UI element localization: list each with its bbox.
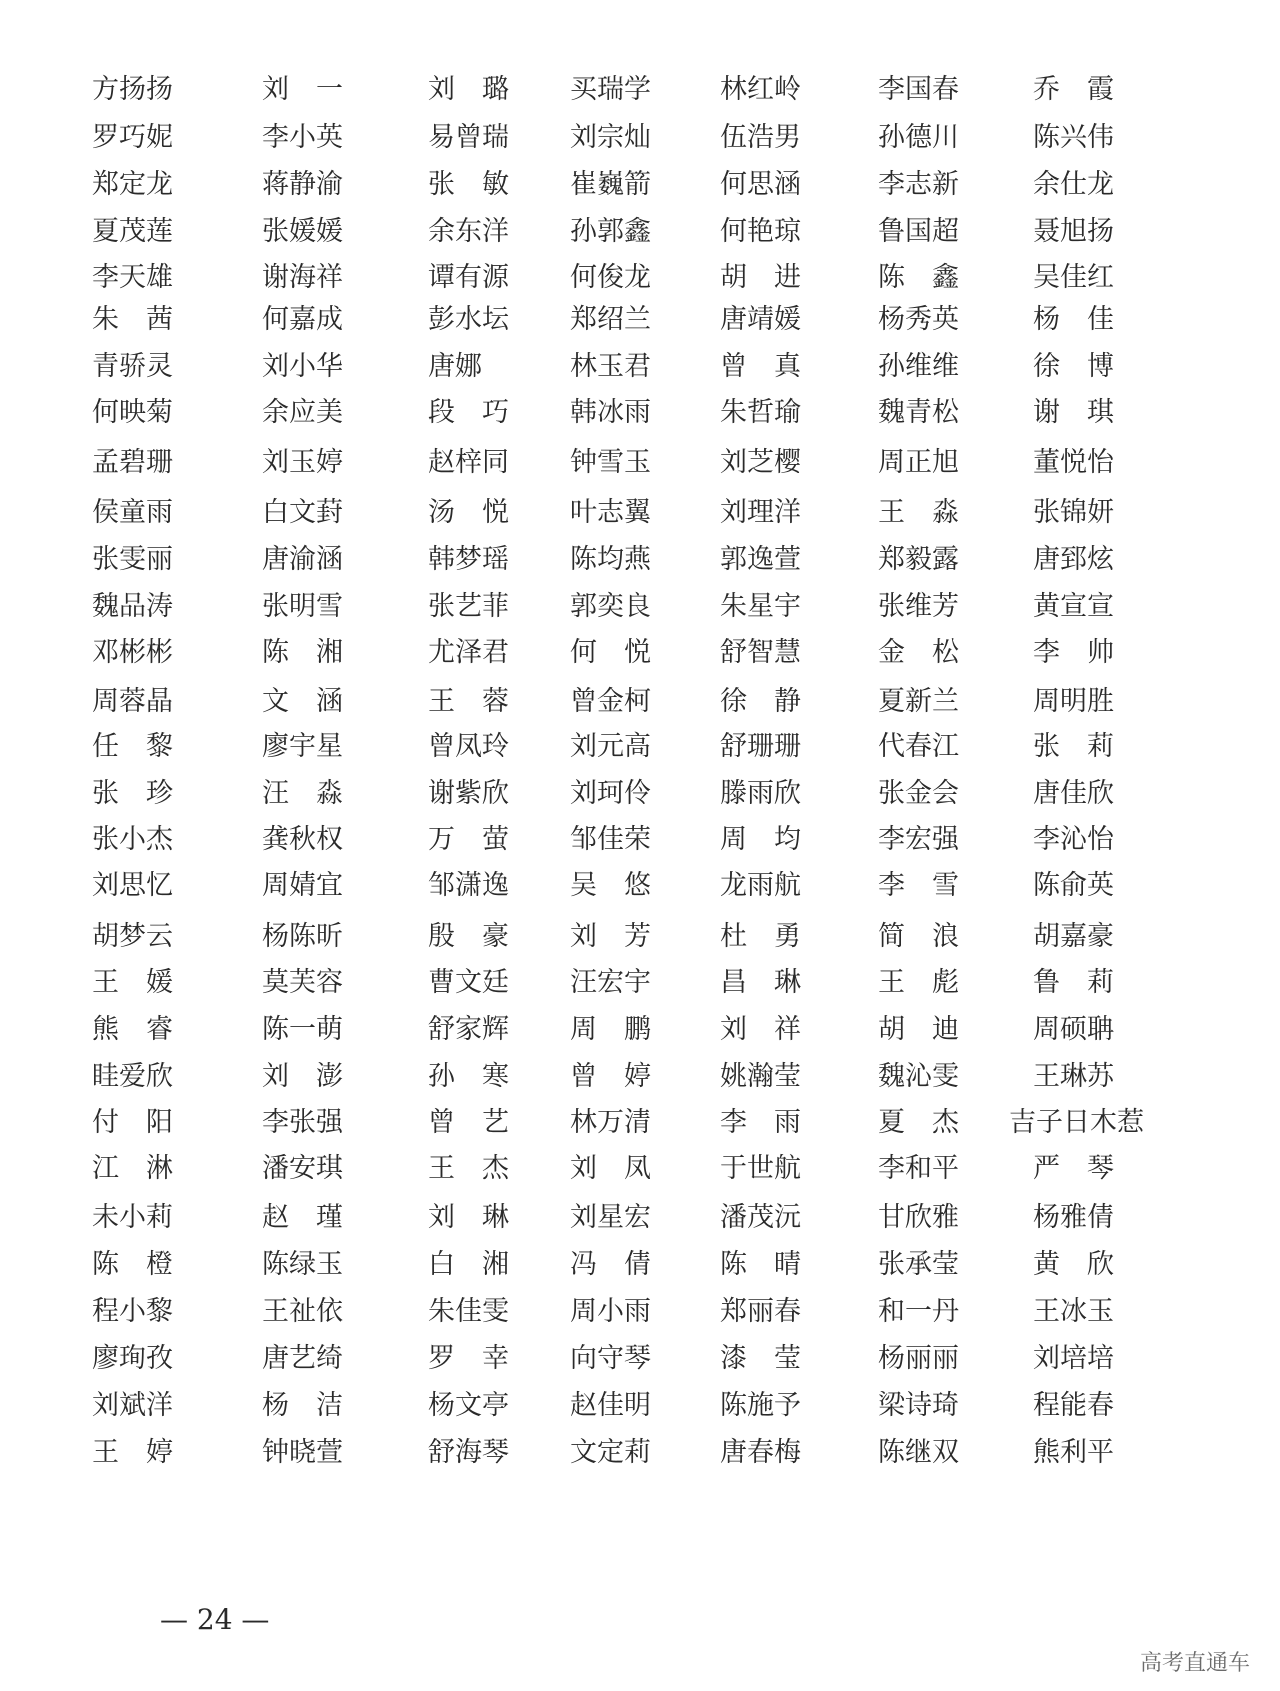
name-cell: 胡梦云 [92, 921, 173, 952]
name-cell: 李国春 [878, 74, 959, 105]
name-cell: 周蓉晶 [92, 686, 173, 717]
name-row [0, 443, 1280, 483]
name-cell: 张金会 [878, 778, 959, 809]
name-cell: 周婧宜 [262, 870, 343, 901]
name-cell: 郑丽春 [720, 1296, 801, 1327]
name-cell: 韩冰雨 [570, 397, 651, 428]
name-cell: 潘安琪 [262, 1153, 343, 1184]
name-row [0, 774, 1280, 814]
name-cell: 蒋静渝 [262, 169, 343, 200]
name-cell: 刘 祥 [720, 1014, 801, 1045]
name-cell: 周硕聃 [1033, 1014, 1114, 1045]
name-cell: 陈 橙 [92, 1249, 173, 1280]
name-cell: 郑毅露 [878, 544, 959, 575]
name-cell: 张艺菲 [428, 591, 509, 622]
name-cell: 郑绍兰 [570, 304, 651, 335]
name-row [0, 820, 1280, 860]
name-cell: 邹佳荣 [570, 824, 651, 855]
name-cell: 王 媛 [92, 967, 173, 998]
name-cell: 吴佳红 [1033, 262, 1114, 293]
name-cell: 胡 进 [720, 262, 801, 293]
name-row [0, 118, 1280, 158]
name-cell: 曹文廷 [428, 967, 509, 998]
name-cell: 徐 静 [720, 686, 801, 717]
name-cell: 陈均燕 [570, 544, 651, 575]
name-cell: 孟碧珊 [92, 447, 173, 478]
name-cell: 李小英 [262, 122, 343, 153]
name-cell: 易曾瑞 [428, 122, 509, 153]
name-row [0, 1433, 1280, 1473]
name-cell: 董悦怡 [1033, 447, 1114, 478]
name-cell: 余东洋 [428, 216, 509, 247]
name-cell: 买瑞学 [570, 74, 651, 105]
name-cell: 唐佳欣 [1033, 778, 1114, 809]
name-cell: 孙维维 [878, 351, 959, 382]
page-number: — 24 — [160, 1603, 270, 1636]
name-cell: 金 松 [878, 637, 959, 668]
name-cell: 李宏强 [878, 824, 959, 855]
name-cell: 杨雅倩 [1033, 1202, 1114, 1233]
name-cell: 刘元高 [570, 731, 651, 762]
name-cell: 林红岭 [720, 74, 801, 105]
name-cell: 尤泽君 [428, 637, 509, 668]
name-cell: 邓彬彬 [92, 637, 173, 668]
name-row [0, 1292, 1280, 1332]
name-cell: 林玉君 [570, 351, 651, 382]
name-cell: 孙德川 [878, 122, 959, 153]
name-cell: 方扬扬 [92, 74, 173, 105]
name-cell: 段 巧 [428, 397, 509, 428]
name-row [0, 1149, 1280, 1189]
name-cell: 刘玉婷 [262, 447, 343, 478]
name-cell: 杨陈昕 [262, 921, 343, 952]
name-row [0, 1057, 1280, 1097]
name-cell: 谢紫欣 [428, 778, 509, 809]
name-cell: 陈 湘 [262, 637, 343, 668]
name-cell: 陈兴伟 [1033, 122, 1114, 153]
name-cell: 李 帅 [1033, 637, 1114, 668]
name-cell: 白文葑 [262, 497, 343, 528]
name-cell: 李和平 [878, 1153, 959, 1184]
name-row [0, 493, 1280, 533]
name-cell: 江 淋 [92, 1153, 173, 1184]
name-cell: 郑定龙 [92, 169, 173, 200]
name-row [0, 212, 1280, 252]
name-cell: 舒珊珊 [720, 731, 801, 762]
name-cell: 白 湘 [428, 1249, 509, 1280]
name-cell: 汪 淼 [262, 778, 343, 809]
name-cell: 刘小华 [262, 351, 343, 382]
name-row [0, 300, 1280, 340]
name-cell: 胡 迪 [878, 1014, 959, 1045]
name-cell: 崔巍箭 [570, 169, 651, 200]
name-cell: 朱哲瑜 [720, 397, 801, 428]
name-row [0, 587, 1280, 627]
name-cell: 刘培培 [1033, 1343, 1114, 1374]
name-cell: 龙雨航 [720, 870, 801, 901]
name-row [0, 540, 1280, 580]
name-cell: 何艳琼 [720, 216, 801, 247]
name-cell: 徐 博 [1033, 351, 1114, 382]
name-cell: 陈俞英 [1033, 870, 1114, 901]
name-row [0, 1245, 1280, 1285]
name-cell: 杨 佳 [1033, 304, 1114, 335]
name-cell: 唐艺绮 [262, 1343, 343, 1374]
name-cell: 杨丽丽 [878, 1343, 959, 1374]
name-cell: 何思涵 [720, 169, 801, 200]
name-cell: 王 杰 [428, 1153, 509, 1184]
name-cell: 张 珍 [92, 778, 173, 809]
name-cell: 曾金柯 [570, 686, 651, 717]
name-cell: 陈 晴 [720, 1249, 801, 1280]
name-row [0, 866, 1280, 906]
name-cell: 龚秋权 [262, 824, 343, 855]
name-cell: 陈绿玉 [262, 1249, 343, 1280]
name-cell: 侯童雨 [92, 497, 173, 528]
name-cell: 刘 澎 [262, 1061, 343, 1092]
name-cell: 夏新兰 [878, 686, 959, 717]
name-row [0, 1010, 1280, 1050]
name-row [0, 1103, 1280, 1143]
name-cell: 黄宣宣 [1033, 591, 1114, 622]
name-cell: 朱星宇 [720, 591, 801, 622]
name-row [0, 1386, 1280, 1426]
name-cell: 朱 茜 [92, 304, 173, 335]
name-cell: 舒家辉 [428, 1014, 509, 1045]
name-cell: 青骄灵 [92, 351, 173, 382]
name-cell: 吉子日木惹 [1009, 1107, 1144, 1138]
name-cell: 刘宗灿 [570, 122, 651, 153]
name-cell: 程能春 [1033, 1390, 1114, 1421]
name-row [0, 165, 1280, 205]
name-cell: 刘 芳 [570, 921, 651, 952]
name-cell: 刘思忆 [92, 870, 173, 901]
name-cell: 孙 寒 [428, 1061, 509, 1092]
name-cell: 赵 瑾 [262, 1202, 343, 1233]
name-cell: 杨文亭 [428, 1390, 509, 1421]
name-cell: 未小莉 [92, 1202, 173, 1233]
name-cell: 李 雨 [720, 1107, 801, 1138]
name-cell: 汤 悦 [428, 497, 509, 528]
name-cell: 刘珂伶 [570, 778, 651, 809]
name-cell: 谭有源 [428, 262, 509, 293]
name-cell: 陈 鑫 [878, 262, 959, 293]
name-cell: 滕雨欣 [720, 778, 801, 809]
name-cell: 潘茂沅 [720, 1202, 801, 1233]
name-cell: 周 鹏 [570, 1014, 651, 1045]
name-cell: 夏茂莲 [92, 216, 173, 247]
name-cell: 陈施予 [720, 1390, 801, 1421]
name-cell: 王冰玉 [1033, 1296, 1114, 1327]
name-cell: 周 均 [720, 824, 801, 855]
name-cell: 莫芙容 [262, 967, 343, 998]
name-cell: 郭奕良 [570, 591, 651, 622]
name-cell: 乔 霞 [1033, 74, 1114, 105]
name-row [0, 633, 1280, 673]
name-cell: 王 淼 [878, 497, 959, 528]
name-cell: 张承莹 [878, 1249, 959, 1280]
name-cell: 余仕龙 [1033, 169, 1114, 200]
name-cell: 文定莉 [570, 1437, 651, 1468]
name-cell: 魏品涛 [92, 591, 173, 622]
name-cell: 伍浩男 [720, 122, 801, 153]
name-cell: 王琳苏 [1033, 1061, 1114, 1092]
name-cell: 杜 勇 [720, 921, 801, 952]
name-cell: 谢 琪 [1033, 397, 1114, 428]
name-row [0, 258, 1280, 298]
name-cell: 舒海琴 [428, 1437, 509, 1468]
name-cell: 聂旭扬 [1033, 216, 1114, 247]
name-cell: 张维芳 [878, 591, 959, 622]
name-cell: 殷 豪 [428, 921, 509, 952]
name-cell: 钟雪玉 [570, 447, 651, 478]
name-cell: 冯 倩 [570, 1249, 651, 1280]
name-cell: 梁诗琦 [878, 1390, 959, 1421]
name-cell: 曾 真 [720, 351, 801, 382]
name-cell: 胡嘉豪 [1033, 921, 1114, 952]
name-cell: 昌 琳 [720, 967, 801, 998]
name-cell: 唐郅炫 [1033, 544, 1114, 575]
name-cell: 杨 洁 [262, 1390, 343, 1421]
name-cell: 廖宇星 [262, 731, 343, 762]
name-cell: 魏青松 [878, 397, 959, 428]
name-cell: 曾 婷 [570, 1061, 651, 1092]
name-cell: 张明雪 [262, 591, 343, 622]
name-cell: 朱佳雯 [428, 1296, 509, 1327]
name-cell: 赵梓同 [428, 447, 509, 478]
name-cell: 曾 艺 [428, 1107, 509, 1138]
name-cell: 林万清 [570, 1107, 651, 1138]
name-cell: 舒智慧 [720, 637, 801, 668]
name-cell: 罗 幸 [428, 1343, 509, 1374]
name-cell: 何嘉成 [262, 304, 343, 335]
name-cell: 韩梦瑶 [428, 544, 509, 575]
name-row [0, 682, 1280, 722]
name-cell: 和一丹 [878, 1296, 959, 1327]
name-cell: 陈继双 [878, 1437, 959, 1468]
name-cell: 夏 杰 [878, 1107, 959, 1138]
name-cell: 刘 凤 [570, 1153, 651, 1184]
name-cell: 付 阳 [92, 1107, 173, 1138]
watermark-text: 高考直通车 [1139, 1651, 1250, 1676]
name-cell: 简 浪 [878, 921, 959, 952]
name-cell: 刘斌洋 [92, 1390, 173, 1421]
name-cell: 吴 悠 [570, 870, 651, 901]
name-cell: 廖珣孜 [92, 1343, 173, 1374]
name-cell: 李志新 [878, 169, 959, 200]
name-row [0, 727, 1280, 767]
name-cell: 张小杰 [92, 824, 173, 855]
name-cell: 李沁怡 [1033, 824, 1114, 855]
name-row [0, 917, 1280, 957]
name-cell: 王 彪 [878, 967, 959, 998]
name-cell: 任 黎 [92, 731, 173, 762]
name-cell: 黄 欣 [1033, 1249, 1114, 1280]
name-row [0, 963, 1280, 1003]
name-cell: 刘 一 [262, 74, 343, 105]
name-cell: 熊 睿 [92, 1014, 173, 1045]
name-cell: 何映菊 [92, 397, 173, 428]
name-cell: 郭逸萱 [720, 544, 801, 575]
name-cell: 谢海祥 [262, 262, 343, 293]
name-cell: 刘 璐 [428, 74, 509, 105]
name-cell: 罗巧妮 [92, 122, 173, 153]
name-cell: 刘星宏 [570, 1202, 651, 1233]
name-cell: 鲁 莉 [1033, 967, 1114, 998]
name-cell: 余应美 [262, 397, 343, 428]
name-cell: 张 敏 [428, 169, 509, 200]
name-cell: 万 萤 [428, 824, 509, 855]
name-cell: 彭水坛 [428, 304, 509, 335]
name-row [0, 1339, 1280, 1379]
name-cell: 代春江 [878, 731, 959, 762]
name-cell: 张雯丽 [92, 544, 173, 575]
name-cell: 何 悦 [570, 637, 651, 668]
name-cell: 张 莉 [1033, 731, 1114, 762]
name-cell: 魏沁雯 [878, 1061, 959, 1092]
name-cell: 李张强 [262, 1107, 343, 1138]
name-cell: 漆 莹 [720, 1343, 801, 1374]
name-cell: 唐渝涵 [262, 544, 343, 575]
name-cell: 向守琴 [570, 1343, 651, 1374]
name-cell: 叶志翼 [570, 497, 651, 528]
name-cell: 周小雨 [570, 1296, 651, 1327]
name-cell: 程小黎 [92, 1296, 173, 1327]
name-cell: 张媛媛 [262, 216, 343, 247]
name-cell: 王祉依 [262, 1296, 343, 1327]
name-cell: 于世航 [720, 1153, 801, 1184]
name-cell: 唐春梅 [720, 1437, 801, 1468]
name-cell: 刘理洋 [720, 497, 801, 528]
name-cell: 孙郭鑫 [570, 216, 651, 247]
name-cell: 王 婷 [92, 1437, 173, 1468]
name-cell: 周明胜 [1033, 686, 1114, 717]
name-cell: 姚瀚莹 [720, 1061, 801, 1092]
name-cell: 唐娜 [428, 351, 482, 382]
name-cell: 曾凤玲 [428, 731, 509, 762]
name-row [0, 1198, 1280, 1238]
name-cell: 陈一萌 [262, 1014, 343, 1045]
name-row [0, 70, 1280, 110]
name-cell: 刘芝樱 [720, 447, 801, 478]
name-cell: 刘 琳 [428, 1202, 509, 1233]
name-row [0, 393, 1280, 433]
name-cell: 熊利平 [1033, 1437, 1114, 1468]
name-cell: 周正旭 [878, 447, 959, 478]
name-cell: 汪宏宇 [570, 967, 651, 998]
name-cell: 钟晓萱 [262, 1437, 343, 1468]
name-cell: 唐靖媛 [720, 304, 801, 335]
name-cell: 何俊龙 [570, 262, 651, 293]
name-cell: 杨秀英 [878, 304, 959, 335]
name-cell: 李天雄 [92, 262, 173, 293]
name-row [0, 347, 1280, 387]
name-cell: 文 涵 [262, 686, 343, 717]
name-cell: 王 蓉 [428, 686, 509, 717]
name-cell: 眭爱欣 [92, 1061, 173, 1092]
name-cell: 李 雪 [878, 870, 959, 901]
name-cell: 鲁国超 [878, 216, 959, 247]
name-cell: 赵佳明 [570, 1390, 651, 1421]
name-cell: 甘欣雅 [878, 1202, 959, 1233]
name-cell: 张锦妍 [1033, 497, 1114, 528]
name-cell: 严 琴 [1033, 1153, 1114, 1184]
name-cell: 邹潇逸 [428, 870, 509, 901]
